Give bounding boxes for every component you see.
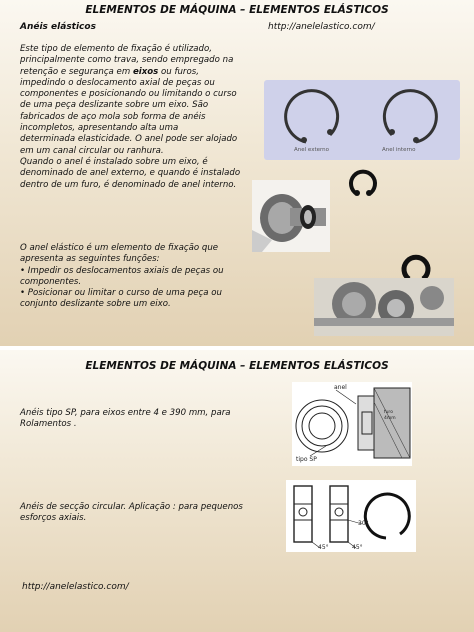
slide-1-paragraph-1: Este tipo de elemento de fixação é utilizado, principalmente como trava, sendo empregado na retenção e segurança em eixos ou furos, impedindo o deslocamento axial de peças ou componentes e posicionando ou limitando o curso de uma peça deslizante sobre um eixo. São fabricados de aço mola sob forma de anéis incompletos, apresentando alta uma determinada elasticidade. O anel pode ser alojado em um canal circular ou ranhura. Quando o anel é instalado sobre um eixo, é denominado de anel externo, e quando é instalado dentro de um furo, é denominado de anel interno.	[20, 44, 241, 190]
label-45-degrees-left: 45°	[318, 544, 329, 551]
circular-section-ring-diagram	[286, 480, 416, 552]
label-45-degrees-right: 45°	[352, 544, 363, 551]
slide-2-url[interactable]: http://anelelastico.com/	[22, 582, 129, 592]
label-anel-interno: Anel interno	[382, 147, 416, 153]
label-tipo-sp: tipo SP	[296, 456, 317, 463]
slide-1-subtitle: Anéis elásticos	[20, 22, 96, 32]
label-anel-externo: Anel externo	[294, 147, 330, 153]
slide-1-title: ELEMENTOS DE MÁQUINA – ELEMENTOS ELÁSTICOS	[85, 4, 389, 16]
label-30-degrees: 30°	[358, 520, 369, 527]
label-anel: anel	[334, 384, 347, 391]
slide-1-url[interactable]: http://anelelastico.com/	[268, 22, 375, 32]
bold-eixos: eixos	[132, 66, 159, 77]
sp-ring-bearing-diagram	[292, 382, 412, 466]
slide-2-text-circular-rings: Anéis de secção circular. Aplicação : para pequenos esforços axiais.	[20, 502, 243, 524]
slide-2	[0, 350, 474, 632]
retaining-rings-image	[264, 80, 460, 160]
slide-2-text-sp-rings: Anéis tipo SP, para eixos entre 4 e 390 mm, para Rolamentos .	[20, 408, 231, 430]
shaft-assembly-photo	[252, 180, 330, 252]
label-furo: furo	[384, 410, 393, 415]
slide-1-paragraph-2: O anel elástico é um elemento de fixação que apresenta as seguintes funções: • Impedir os deslocamentos axiais de peças ou componentes. • Posicionar ou limitar o curso de uma peça ou conjunto deslizante sobre um eixo.	[20, 243, 224, 310]
gearbox-photo	[314, 278, 454, 336]
external-ring-icon	[346, 166, 380, 200]
label-4mm: 4mm	[384, 416, 396, 421]
slide-2-title: ELEMENTOS DE MÁQUINA – ELEMENTOS ELÁSTICOS	[85, 360, 389, 372]
